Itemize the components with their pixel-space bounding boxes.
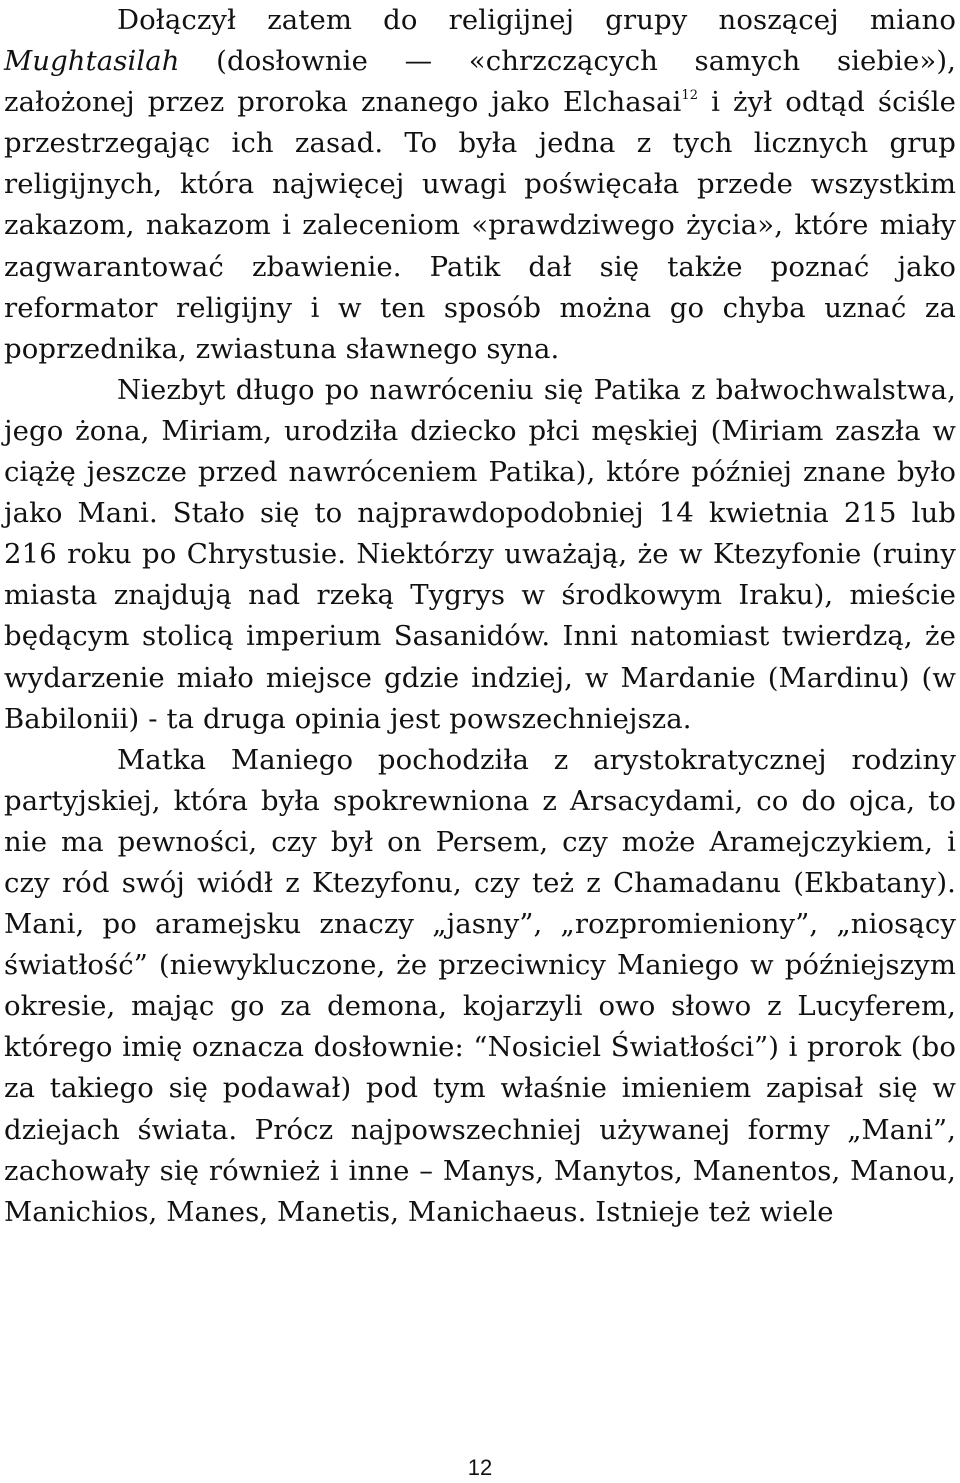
paragraph-1-part-2: (dosłownie — «chrzczących samych siebie»), założonej przez proroka znanego jako Elchasai <box>4 45 956 119</box>
document-page <box>4 0 956 1483</box>
paragraph-1 <box>4 0 956 370</box>
paragraph-3: Matka Maniego pochodziła z arystokratycznej rodziny partyjskiej, która była spokrewniona z Arsacydami, co do ojca, to nie ma pewności, czy był on Persem, czy może Aramejczykiem, i czy ród swój wiódł z Ktezyfonu, czy też z Chamadanu (Ekbatany). Mani, po aramejsku znaczy „jasny”, „rozpromieniony”, „niosący światłość” (niewykluczone, że przeciwnicy Maniego w późniejszym okresie, mając go za demona, kojarzyli owo słowo z Lucyferem, którego imię oznacza dosłownie: “Nosiciel Światłości”) i prorok (bo za takiego się podawał) pod tym właśnie imieniem zapisał się w dziejach świata. Prócz najpowszechniej używanej formy „Mani”, zachowały się również i inne – Manys, Manytos, Manentos, Manou, Manichios, Manes, Manetis, Manichaeus. Istnieje też wiele <box>4 743 956 1228</box>
term-mughtasilah: Mughtasilah <box>4 45 180 78</box>
paragraph-1-part-3: i żył odtąd ściśle przestrzegając ich zasad. To była jedna z tych licznych grup religijnych, która najwięcej uwagi poświęcała przede wszystkim zakazom, nakazom i zaleceniom «prawdziwego życia», które miały zagwarantować zbawienie. Patik dał się także poznać jako reformator religijny i w ten sposób można go chyba uznać za poprzednika, zwiastuna sławnego syna. <box>4 86 956 365</box>
paragraph-2: Niezbyt długo po nawróceniu się Patika z bałwochwalstwa, jego żona, Miriam, urodziła dziecko płci męskiej (Miriam zaszła w ciążę jeszcze przed nawróceniem Patika), które później znane było jako Mani. Stało się to najprawdopodobniej 14 kwietnia 215 lub 216 roku po Chrystusie. Niektórzy uważają, że w Ktezyfonie (ruiny miasta znajdują nad rzeką Tygrys w środkowym Iraku), mieście będącym stolicą imperium Sasanidów. Inni natomiast twierdzą, że wydarzenie miało miejsce gdzie indziej, w Mardanie (Mardinu) (w Babilonii) - ta druga opinia jest powszechniejsza. <box>4 373 956 735</box>
footnote-reference: 12 <box>681 88 699 104</box>
body-text <box>4 0 956 1233</box>
paragraph-1-part-1: Dołączył zatem do religijnej grupy noszącej miano <box>117 4 956 36</box>
page-number: 12 <box>467 1455 493 1480</box>
